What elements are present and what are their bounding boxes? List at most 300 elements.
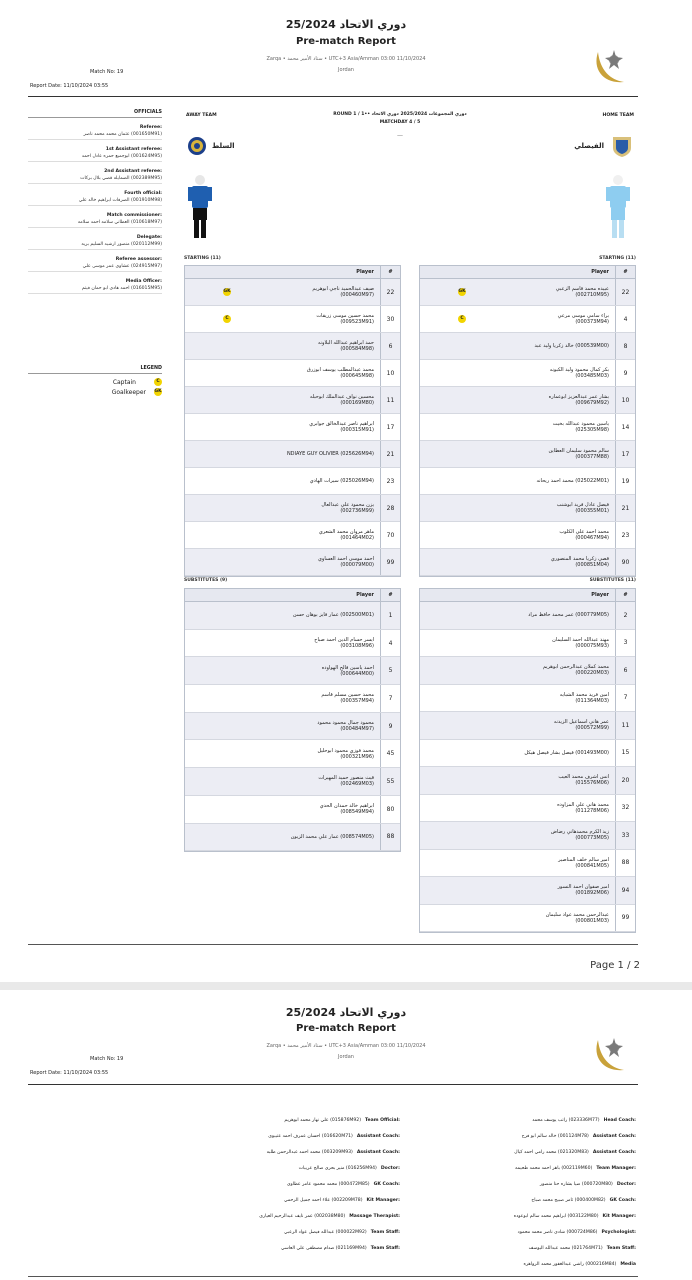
away-subs-header bbox=[185, 589, 400, 602]
player-cell bbox=[185, 796, 380, 823]
player-row bbox=[185, 630, 400, 658]
country-p2: Jordan bbox=[338, 1054, 354, 1060]
player-row bbox=[420, 549, 635, 576]
player-number: 70 bbox=[380, 522, 400, 548]
player-name: ياسين محمود عبدالله بخيت bbox=[552, 421, 609, 427]
player-id: (003108M96) bbox=[340, 643, 374, 650]
player-cell bbox=[185, 685, 380, 712]
staff-role: Assistant Coach: bbox=[592, 1149, 636, 1155]
player-name: قيث منصور حميد المهيرات bbox=[318, 775, 374, 782]
away-subs-table bbox=[184, 588, 401, 852]
player-cell bbox=[420, 767, 615, 794]
player-id: (008549M94) bbox=[340, 809, 374, 816]
player-number: 2 bbox=[615, 602, 635, 629]
player-cell bbox=[185, 522, 380, 548]
player-number: 32 bbox=[615, 795, 635, 822]
player-cell bbox=[185, 468, 380, 494]
player-name: محمد حسين موسى زريقات bbox=[316, 313, 374, 319]
player-number: 20 bbox=[615, 767, 635, 794]
player-name: ايسر حسام الدين احمد صباح bbox=[314, 637, 374, 644]
player-column-header: Player bbox=[591, 592, 609, 598]
player-row bbox=[420, 740, 635, 768]
player-cell bbox=[420, 333, 615, 359]
staff-name: ضيا بشاره حنا منصور (000720M80) bbox=[539, 1181, 613, 1187]
player-id: (000377M88) bbox=[575, 454, 609, 460]
player-column-header: Player bbox=[356, 269, 374, 275]
home-subs-header bbox=[420, 589, 635, 602]
player-id: (000572M99) bbox=[575, 725, 609, 732]
staff-role: Assistant Coach: bbox=[592, 1133, 636, 1139]
report-date: Report Date: 11/10/2024 03:55 bbox=[30, 83, 109, 89]
player-id: (000169M80) bbox=[340, 400, 374, 406]
number-column-header: # bbox=[380, 589, 400, 601]
player-name: سيرات الهادي (025026M94) bbox=[309, 478, 374, 484]
official-name: ابوجميع حمزه عادل احمد (001624M95) bbox=[28, 152, 162, 162]
player-row bbox=[185, 306, 400, 333]
home-team-name: الفيصلي bbox=[574, 142, 604, 150]
player-id: (000801M03) bbox=[575, 917, 609, 924]
player-number: 21 bbox=[615, 495, 635, 521]
player-number: 80 bbox=[380, 796, 400, 823]
away-starting-rows bbox=[185, 279, 400, 576]
player-cell bbox=[420, 495, 615, 521]
captain-badge-icon: C bbox=[458, 315, 466, 323]
player-cell bbox=[420, 549, 615, 575]
player-id: (015576M06) bbox=[575, 780, 609, 787]
player-name: امين فريد محمد الشبايه bbox=[559, 691, 609, 698]
player-id: (000373M94) bbox=[575, 319, 609, 325]
player-name: امير صفوان احمد النسور bbox=[557, 884, 609, 891]
home-kit-icon bbox=[604, 174, 632, 244]
away-team-label: AWAY TEAM bbox=[186, 113, 217, 118]
player-row bbox=[420, 685, 635, 713]
number-column-header: # bbox=[380, 266, 400, 278]
staff-role: Team Manager: bbox=[596, 1165, 636, 1171]
player-cell bbox=[420, 441, 615, 467]
official-name: عثمان محمد محمد ناصر (001650M91) bbox=[28, 130, 162, 140]
staff-name: راتب يوسف محمد (023336M77) bbox=[532, 1117, 600, 1123]
official-role: Referee assessor: bbox=[115, 257, 162, 262]
player-name: عمر هاني اسماعيل الزيدنه bbox=[553, 719, 609, 726]
report-title: Pre-match Report bbox=[296, 36, 396, 47]
player-name: محسين نواف عبدالملك ابوحبله bbox=[309, 394, 374, 400]
player-number: 9 bbox=[615, 360, 635, 386]
player-cell bbox=[185, 306, 380, 332]
player-name: خالد زكريا وليد عبد (000539M00) bbox=[534, 343, 609, 349]
player-row bbox=[185, 279, 400, 306]
player-number: 21 bbox=[380, 441, 400, 467]
player-row bbox=[185, 333, 400, 360]
legend-goalkeeper-label: Goalkeeper bbox=[111, 388, 146, 396]
official-name: الصرفات ابراهيم خالد علي (001910M98) bbox=[28, 196, 162, 206]
player-number: 22 bbox=[380, 279, 400, 305]
player-name: فيصل عادل فريد ابوشنب bbox=[556, 502, 609, 508]
footer-divider bbox=[28, 944, 638, 945]
player-id: (000357M94) bbox=[340, 698, 374, 705]
staff-row bbox=[346, 1112, 636, 1128]
player-number: 45 bbox=[380, 740, 400, 767]
player-number: 33 bbox=[615, 822, 635, 849]
player-id: (011278M06) bbox=[575, 807, 609, 814]
staff-role: Kit Manager: bbox=[366, 1197, 400, 1203]
country: Jordan bbox=[338, 67, 354, 73]
player-cell bbox=[420, 740, 615, 767]
player-id: (000321M96) bbox=[340, 753, 374, 760]
player-row bbox=[420, 602, 635, 630]
player-cell bbox=[185, 495, 380, 521]
competition-title-p2: دوري الاتحاد 25/2024 bbox=[285, 1006, 407, 1019]
player-id: (000584M98) bbox=[340, 346, 374, 352]
official-role: 1st Assistant referee: bbox=[105, 147, 162, 152]
player-number: 28 bbox=[380, 495, 400, 521]
staff-role: Team Official: bbox=[365, 1117, 400, 1123]
staff-name: عبدالله فيصل عواد الزعبي (000022M92) bbox=[284, 1229, 367, 1235]
home-starting-rows bbox=[420, 279, 635, 576]
player-name: صيف عبدالحميد ناجي ابوهريم bbox=[312, 286, 374, 292]
player-cell bbox=[185, 824, 380, 851]
player-cell bbox=[420, 522, 615, 548]
staff-row bbox=[346, 1224, 636, 1240]
player-name: ابراهيم ناصر عبدالخالق جوابري bbox=[309, 421, 374, 427]
staff-role: GK Coach: bbox=[373, 1181, 400, 1187]
player-number: 6 bbox=[380, 333, 400, 359]
page2-footer-divider bbox=[28, 1276, 638, 1277]
staff-role: Assistant Coach: bbox=[356, 1133, 400, 1139]
score: — bbox=[397, 132, 403, 139]
away-starting-label: STARTING (11) bbox=[184, 256, 221, 261]
goalkeeper-badge-icon: GK bbox=[458, 289, 466, 294]
player-id: (011364M03) bbox=[575, 697, 609, 704]
player-number: 6 bbox=[615, 657, 635, 684]
official-name: منصور ارشيد السليم بريه (020112M99) bbox=[28, 240, 162, 250]
officials-list bbox=[28, 125, 162, 294]
venue-line-p2: Zarqa • ستاد الأمير محمد • UTC+3 Asia/Amman 03:00 11/10/2024 bbox=[266, 1043, 426, 1049]
player-row bbox=[420, 767, 635, 795]
player-number: 17 bbox=[615, 441, 635, 467]
officials-panel bbox=[28, 110, 162, 294]
player-name: سالم محمود سليمان العطاين bbox=[548, 448, 609, 454]
player-cell bbox=[185, 414, 380, 440]
staff-name: ابراهيم محمد سالم ابوعوده (003122M80) bbox=[513, 1213, 599, 1219]
staff-name: علي نهار محمد ابوهزيم (015876M92) bbox=[284, 1117, 362, 1123]
player-column-header: Player bbox=[356, 592, 374, 598]
player-id: (000460M97) bbox=[340, 292, 374, 298]
player-cell bbox=[420, 387, 615, 413]
staff-name: محمد محمود عامر عظاوي (000472M85) bbox=[286, 1181, 370, 1187]
player-number: 90 bbox=[615, 549, 635, 575]
player-name: قصي زكريا محمد المنصوري bbox=[550, 556, 609, 562]
player-name: انس اشرف محمد العيب bbox=[558, 774, 609, 781]
official-role: Delegate: bbox=[136, 235, 162, 240]
player-cell bbox=[420, 905, 615, 932]
player-name: محمد احمد علي الكلوب bbox=[559, 529, 609, 535]
player-row bbox=[185, 549, 400, 576]
player-number: 4 bbox=[615, 306, 635, 332]
player-row bbox=[185, 657, 400, 685]
player-cell bbox=[185, 602, 380, 629]
player-number: 5 bbox=[380, 657, 400, 684]
player-name: محمد فوزي محمود ابوحليل bbox=[317, 747, 374, 754]
player-cell bbox=[185, 441, 380, 467]
staff-name: محمد عبدالله اليوسف (021764M71) bbox=[528, 1245, 603, 1251]
player-name: عبدالرحمن محمد عواد سليمان bbox=[545, 911, 609, 918]
player-cell bbox=[420, 306, 615, 332]
player-row bbox=[185, 468, 400, 495]
player-cell bbox=[420, 877, 615, 904]
player-row bbox=[420, 333, 635, 360]
player-row bbox=[420, 360, 635, 387]
official-name: احمد هادي ابو حمان فيتم (016015M95) bbox=[28, 284, 162, 294]
away-team-crest-icon bbox=[187, 136, 207, 156]
player-row bbox=[420, 495, 635, 522]
player-number: 30 bbox=[380, 306, 400, 332]
legend-goalkeeper bbox=[28, 388, 162, 396]
captain-badge-icon: C bbox=[223, 315, 231, 323]
player-number: 15 bbox=[615, 740, 635, 767]
staff-row bbox=[346, 1256, 636, 1272]
staff-name: احسان عمرف احمد عتيبوي (016620M71) bbox=[268, 1133, 353, 1139]
player-name: مهند عبدالله احمد السليمان bbox=[552, 636, 609, 643]
player-number: 7 bbox=[615, 685, 635, 712]
official-role: Referee: bbox=[139, 125, 162, 130]
player-number: 19 bbox=[615, 468, 635, 494]
federation-logo-icon bbox=[590, 1028, 636, 1074]
player-cell bbox=[420, 468, 615, 494]
staff-role: Assistant Coach: bbox=[356, 1149, 400, 1155]
player-row bbox=[185, 602, 400, 630]
staff-row bbox=[346, 1192, 636, 1208]
staff-role: GK Coach: bbox=[609, 1197, 636, 1203]
staff-name: عمر نايف عبدالرحيم العياري (002038M80) bbox=[259, 1213, 346, 1219]
player-number: 11 bbox=[380, 387, 400, 413]
away-kit-icon bbox=[186, 174, 214, 244]
number-column-header: # bbox=[615, 266, 635, 278]
player-name: عمر محمد حافظ مراد (000779M05) bbox=[528, 612, 609, 619]
player-name: محمد حسين مسلم قاسم bbox=[321, 692, 374, 699]
player-name: عمار علي محمد الزيون (008574M05) bbox=[290, 833, 374, 840]
player-row bbox=[185, 441, 400, 468]
player-name: احمد ياسين فالح الهواوده bbox=[321, 664, 374, 671]
report-date-p2: Report Date: 11/10/2024 03:55 bbox=[30, 1070, 109, 1076]
player-id: (001892M06) bbox=[575, 890, 609, 897]
player-row bbox=[420, 795, 635, 823]
player-id: (000644M00) bbox=[340, 670, 374, 677]
player-id: (000355M01) bbox=[575, 508, 609, 514]
official-name: العطاني سلامه احمد سلامه (010618M97) bbox=[28, 218, 162, 228]
player-id: (025305M98) bbox=[575, 427, 609, 433]
staff-row bbox=[346, 1160, 636, 1176]
official-role: Match commissioner: bbox=[106, 213, 162, 218]
federation-logo-icon bbox=[590, 40, 636, 86]
player-number: 99 bbox=[380, 549, 400, 575]
header-divider bbox=[28, 96, 638, 97]
player-row bbox=[185, 522, 400, 549]
staff-row bbox=[346, 1144, 636, 1160]
player-number: 8 bbox=[615, 333, 635, 359]
player-id: (009523M91) bbox=[340, 319, 374, 325]
player-name: محمد احمد ريحانه (025022M01) bbox=[536, 478, 609, 484]
player-id: (000075M93) bbox=[575, 642, 609, 649]
away-starting-header bbox=[185, 266, 400, 279]
goalkeeper-badge-icon: GK bbox=[223, 289, 231, 294]
player-cell bbox=[420, 822, 615, 849]
player-number: 17 bbox=[380, 414, 400, 440]
player-cell bbox=[185, 713, 380, 740]
away-subs-label: SUBSTITUTES (9) bbox=[184, 578, 228, 583]
staff-row bbox=[346, 1208, 636, 1224]
player-row bbox=[420, 905, 635, 933]
staff-name: صدام مصطفى علي العاسي (021169M94) bbox=[281, 1245, 367, 1251]
player-id: (009679M92) bbox=[575, 400, 609, 406]
player-name: محمد عبدالمطلب يوسف ابوزرق bbox=[306, 367, 374, 373]
report-page-2 bbox=[0, 990, 692, 1280]
competition-title: دوري الاتحاد 25/2024 bbox=[285, 18, 407, 31]
home-starting-table bbox=[419, 265, 636, 577]
player-name: زيد الكرم محمدهاني رضاض bbox=[550, 829, 609, 836]
officials-title: OFFICIALS bbox=[28, 110, 162, 118]
player-name: بكر كمال محمود وليد الكبونه bbox=[549, 367, 609, 373]
player-number: 1 bbox=[380, 602, 400, 629]
player-row bbox=[420, 630, 635, 658]
player-id: (000773M05) bbox=[575, 835, 609, 842]
match-number-p2: Match No: 19 bbox=[90, 1056, 124, 1062]
staff-role: Doctor: bbox=[380, 1165, 400, 1171]
away-starting-table bbox=[184, 265, 401, 577]
player-name: محمد هاني علي المزاوده bbox=[557, 801, 609, 808]
player-cell bbox=[420, 360, 615, 386]
player-cell bbox=[185, 630, 380, 657]
player-name: احمد موسى احمد العساوي bbox=[317, 556, 374, 562]
player-id: (002736M99) bbox=[340, 508, 374, 514]
player-number: 4 bbox=[380, 630, 400, 657]
player-row bbox=[420, 387, 635, 414]
player-name: محمد كملان عبدالرحمن ابوهريم bbox=[542, 664, 609, 671]
official-name: عشاوي عمر موسى علي (024915M97) bbox=[28, 262, 162, 272]
staff-name: محمد احمد عبدالرحمن طلبه (003209M93) bbox=[266, 1149, 353, 1155]
player-cell bbox=[185, 387, 380, 413]
goalkeeper-badge-icon: GK bbox=[154, 389, 162, 394]
player-name: يزن محمود علي عبدالعال bbox=[321, 502, 374, 508]
match-number: Match No: 19 bbox=[90, 69, 124, 75]
staff-name: ثامر صبيح محمد صباح (000400M82) bbox=[531, 1197, 606, 1203]
staff-role: Head Coach: bbox=[603, 1117, 636, 1123]
home-staff-list bbox=[346, 1112, 636, 1272]
staff-role: Kit Manager: bbox=[602, 1213, 636, 1219]
official-role: Media Officer: bbox=[125, 279, 162, 284]
player-row bbox=[185, 387, 400, 414]
staff-name: علاء احمد جميل الرحمي (002209M78) bbox=[283, 1197, 363, 1203]
player-row bbox=[420, 822, 635, 850]
player-id: (000484M97) bbox=[340, 726, 374, 733]
player-row bbox=[185, 414, 400, 441]
player-number: 9 bbox=[380, 713, 400, 740]
player-name: فيصل بشار فيصل هيكل (001493M00) bbox=[524, 749, 609, 756]
player-id: (002469M03) bbox=[340, 781, 374, 788]
player-cell bbox=[420, 685, 615, 712]
player-row bbox=[185, 768, 400, 796]
home-team-crest-icon bbox=[610, 134, 634, 158]
player-id: (002710M95) bbox=[575, 292, 609, 298]
player-cell bbox=[185, 360, 380, 386]
player-cell bbox=[420, 279, 615, 305]
staff-row bbox=[346, 1128, 636, 1144]
player-number: 11 bbox=[615, 712, 635, 739]
player-cell bbox=[420, 795, 615, 822]
player-cell bbox=[420, 630, 615, 657]
header-divider-p2 bbox=[28, 1084, 638, 1085]
player-row bbox=[420, 877, 635, 905]
player-row bbox=[185, 824, 400, 852]
player-cell bbox=[420, 850, 615, 877]
player-cell bbox=[420, 657, 615, 684]
player-id: (001464M02) bbox=[340, 535, 374, 541]
staff-name: خالد سالم ابو فرح (001124M78) bbox=[521, 1133, 589, 1139]
number-column-header: # bbox=[615, 589, 635, 601]
player-number: 22 bbox=[615, 279, 635, 305]
player-cell bbox=[185, 768, 380, 795]
player-number: 88 bbox=[380, 824, 400, 851]
player-row bbox=[185, 713, 400, 741]
player-row bbox=[420, 712, 635, 740]
home-starting-label: STARTING (11) bbox=[599, 256, 636, 261]
player-name: عمار فايز بوهان حسن (002500M01) bbox=[292, 612, 374, 619]
away-team-name: السلط bbox=[212, 142, 235, 150]
venue-line: Zarqa • ستاد الأمير محمد • UTC+3 Asia/Amman 03:00 11/10/2024 bbox=[266, 56, 426, 62]
player-row bbox=[185, 495, 400, 522]
player-cell bbox=[185, 333, 380, 359]
player-number: 7 bbox=[380, 685, 400, 712]
staff-name: منير بحري صالح عريبات (016256M94) bbox=[298, 1165, 377, 1171]
staff-row bbox=[346, 1240, 636, 1256]
home-subs-table bbox=[419, 588, 636, 933]
legend-title: LEGEND bbox=[28, 366, 162, 374]
player-row bbox=[420, 468, 635, 495]
player-cell bbox=[420, 602, 615, 629]
legend-panel bbox=[28, 366, 162, 396]
player-number: 3 bbox=[615, 630, 635, 657]
player-name: ماهر مروان محمد الشعري bbox=[318, 529, 374, 535]
staff-role: Team Staff: bbox=[370, 1229, 400, 1235]
player-row bbox=[185, 360, 400, 387]
player-id: (000851M04) bbox=[575, 562, 609, 568]
player-id: (003485M03) bbox=[575, 373, 609, 379]
player-number: 10 bbox=[380, 360, 400, 386]
staff-row bbox=[346, 1176, 636, 1192]
player-name: بشار عمر عبدالعزيز ابوعماره bbox=[548, 394, 609, 400]
staff-role: Team Staff: bbox=[370, 1245, 400, 1251]
player-number: 99 bbox=[615, 905, 635, 932]
player-cell bbox=[185, 740, 380, 767]
player-name: عبيده محمد قاسم الزعبي bbox=[555, 286, 609, 292]
player-number: 23 bbox=[615, 522, 635, 548]
player-row bbox=[420, 306, 635, 333]
home-team-label: HOME TEAM bbox=[602, 113, 634, 118]
player-row bbox=[185, 685, 400, 713]
staff-role: Media bbox=[620, 1261, 636, 1267]
player-row bbox=[420, 279, 635, 306]
home-starting-header bbox=[420, 266, 635, 279]
matchday-info: MATCHDAY 4 / 5 bbox=[379, 120, 421, 125]
player-row bbox=[420, 522, 635, 549]
player-id: (000645M98) bbox=[340, 373, 374, 379]
player-name: محمود جمال محمود محمود bbox=[317, 720, 374, 727]
player-number: 55 bbox=[380, 768, 400, 795]
staff-name: محمد رامي احمد كيال (021320M83) bbox=[514, 1149, 589, 1155]
player-cell bbox=[185, 279, 380, 305]
official-role: 2nd Assistant referee: bbox=[104, 169, 162, 174]
player-cell bbox=[420, 712, 615, 739]
official-role: Fourth official: bbox=[124, 191, 162, 196]
